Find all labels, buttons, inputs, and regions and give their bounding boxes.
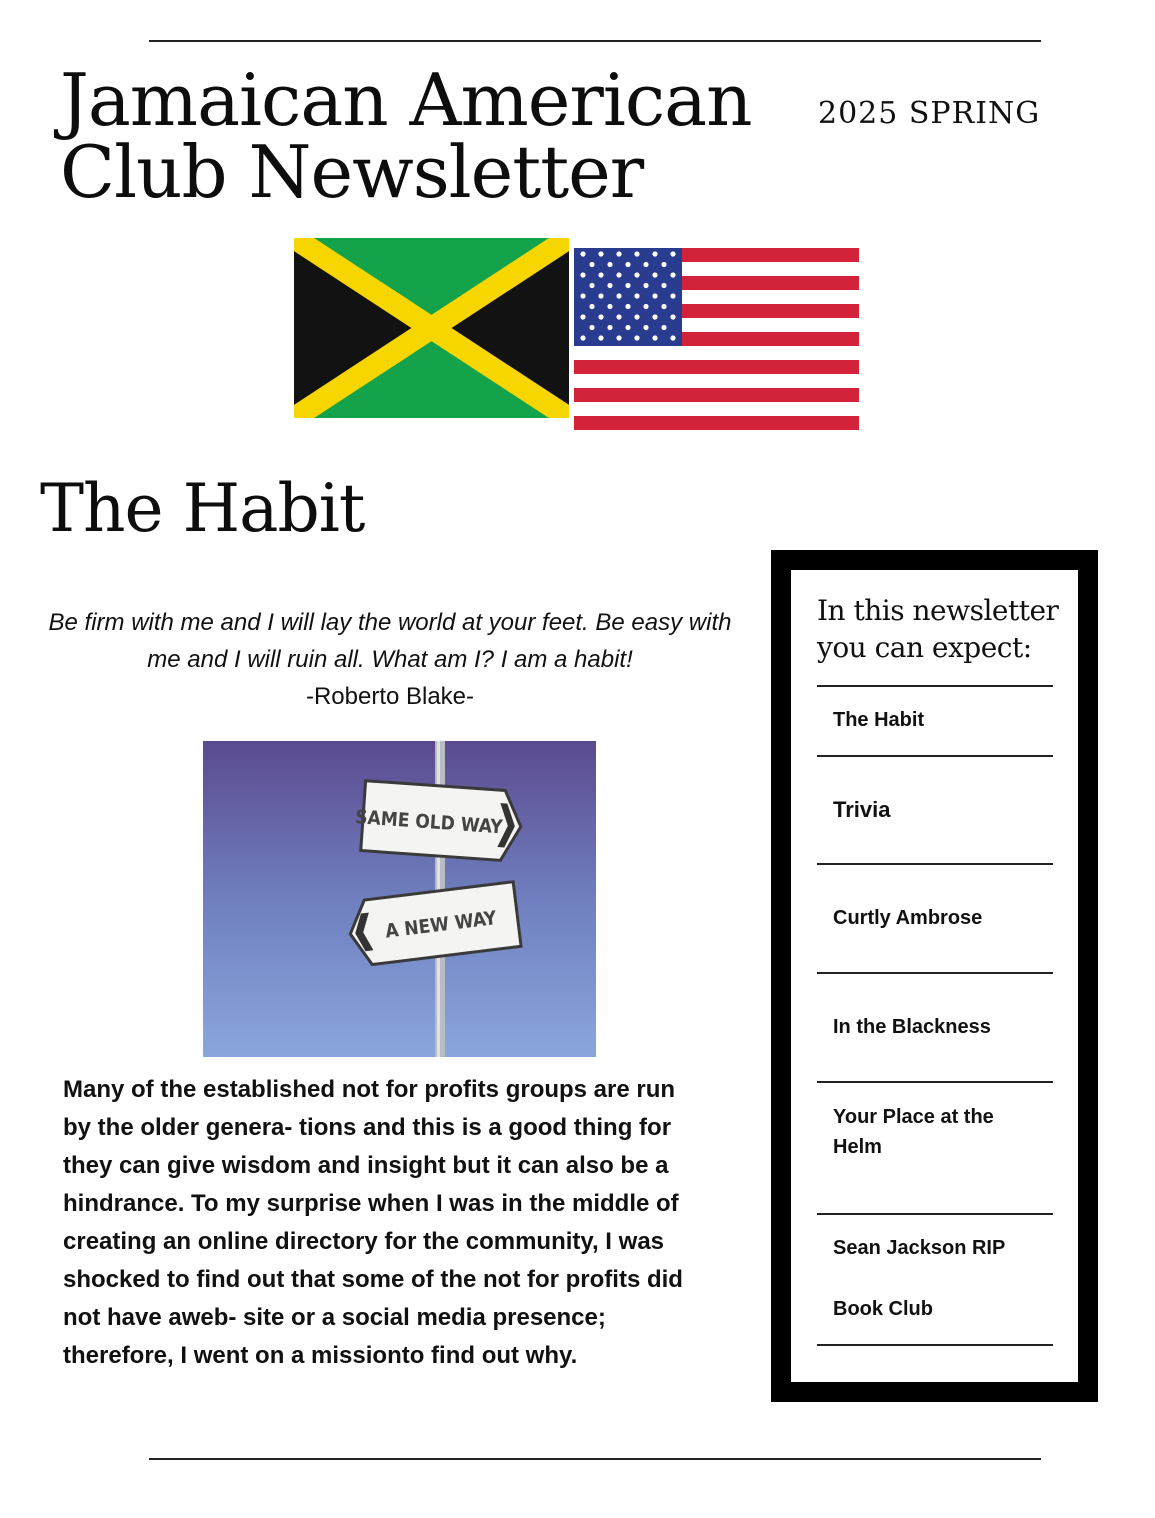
title-line-2: Club Newsletter [60, 130, 644, 214]
bottom-divider [149, 1458, 1041, 1460]
quote-block [40, 604, 740, 715]
usa-flag-icon [574, 248, 859, 430]
quote-author: -Roberto Blake- [305, 683, 475, 710]
issue-label: 2025 SPRING [818, 96, 1041, 131]
newsletter-title [60, 58, 752, 214]
toc-divider [817, 755, 1053, 757]
toc-box [771, 550, 1098, 1402]
quote-text: Be firm with me and I will lay the world at your feet. Be easy with me and I will ruin all. What am I? I am a habit! [48, 609, 732, 673]
toc-item-trivia[interactable]: Trivia [833, 797, 891, 822]
toc-divider [817, 863, 1053, 865]
toc-item-book-club[interactable]: Book Club [833, 1298, 933, 1320]
toc-divider [817, 972, 1053, 974]
toc-item-curtly-ambrose[interactable]: Curtly Ambrose [833, 907, 983, 929]
article-heading: The Habit [40, 470, 365, 547]
sign-top-label: SAME OLD WAY [354, 806, 504, 839]
toc-item-sean-jackson-rip[interactable]: Sean Jackson RIP [833, 1237, 1006, 1259]
jamaica-flag-icon [294, 238, 569, 418]
toc-item-the-habit[interactable]: The Habit [833, 709, 925, 731]
top-divider [149, 40, 1041, 42]
article-body: Many of the established not for profits groups are run by the older genera- tions and this is a good thing for they can give wisdom and insight but it can also be a hindrance. To my surprise when I was in the middle of creating an online directory for the community, I was shocked to find out that some of the not for profits did not have aweb- site or a social media presence; therefore, I went on a missionto find out why. [63, 1076, 683, 1369]
toc-item-your-place-at-the-helm[interactable]: Your Place at the Helm [833, 1106, 994, 1158]
sign-bottom-label: A NEW WAY [384, 907, 498, 943]
toc-heading: In this newsletter you can expect: [817, 594, 1059, 664]
toc-divider [817, 685, 1053, 687]
toc-divider [817, 1344, 1053, 1346]
toc-item-in-the-blackness[interactable]: In the Blackness [833, 1016, 991, 1038]
signpost-image [203, 741, 596, 1057]
title-line-1: Jamaican American [60, 58, 752, 142]
toc-divider [817, 1213, 1053, 1215]
toc-divider [817, 1081, 1053, 1083]
